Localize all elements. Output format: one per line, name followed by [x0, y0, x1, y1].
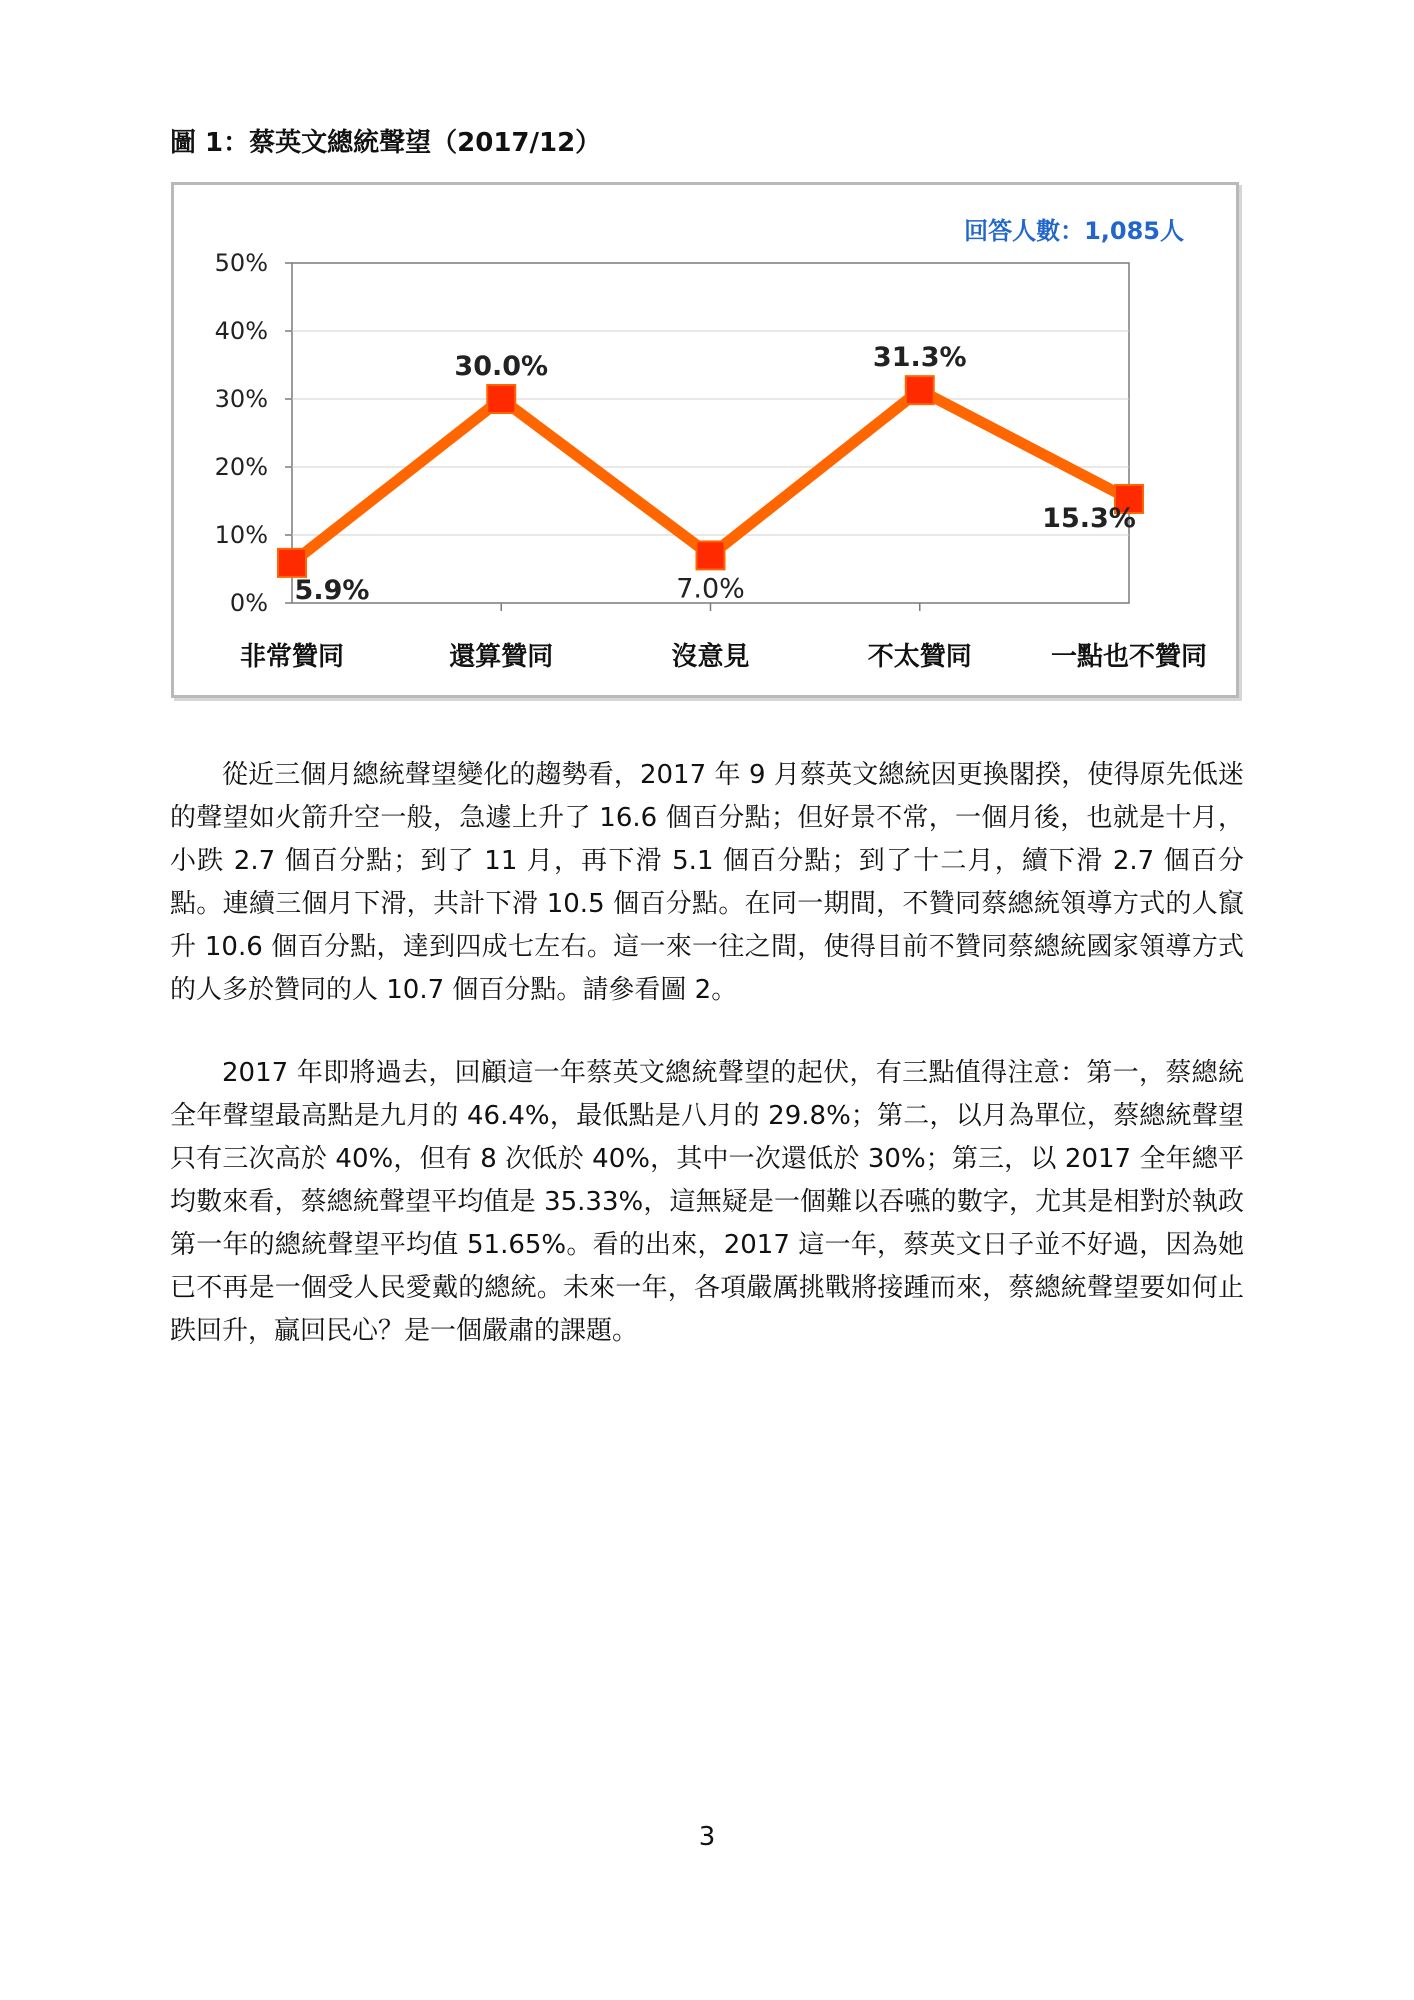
line-chart: [174, 185, 1236, 695]
x-tick-label: 一點也不贊同: [1050, 642, 1208, 672]
respondent-count-annotation: 回答人數：1,085人: [964, 217, 1184, 245]
y-tick-label: 40%: [214, 317, 268, 345]
data-point-marker: [906, 376, 934, 404]
paragraph-2: 2017 年即將過去，回顧這一年蔡英文總統聲望的起伏，有三點值得注意：第一，蔡總統全年聲望最高點是九月的 46.4%，最低點是八月的 29.8%；第二，以月為單位，蔡總統聲望只有三次高於 40%，但有 8 次低於 40%，其中一次還低於 30%；第三，以 2017 全年總平均數來看，蔡總統聲望平均值是 35.33%，這無疑是一個難以吞嚥的數字，尤其是相對於執政第一年的總統聲望平均值 51.65%。看的出來，2017 這一年，蔡英文日子並不好過，因為她已不再是一個受人民愛戴的總統。未來一年，各項嚴厲挑戰將接踵而來，蔡總統聲望要如何止跌回升，贏回民心？是一個嚴肅的課題。: [170, 1058, 1244, 1346]
x-tick-label: 還算贊同: [449, 642, 554, 672]
chart-container: [171, 182, 1239, 698]
data-label: 5.9%: [294, 574, 370, 606]
data-point-marker: [697, 541, 725, 569]
y-tick-label: 30%: [214, 385, 268, 413]
paragraph-1: 從近三個月總統聲望變化的趨勢看，2017 年 9 月蔡英文總統因更換閣揆，使得原先低迷的聲望如火箭升空一般，急遽上升了 16.6 個百分點；但好景不常，一個月後，也就是十月，小跌 2.7 個百分點；到了 11 月，再下滑 5.1 個百分點；到了十二月，續下滑 2.7 個百分點。連續三個月下滑，共計下滑 10.5 個百分點。在同一期間，不贊同蔡總統領導方式的人竄升 10.6 個百分點，達到四成七左右。這一來一往之間，使得目前不贊同蔡總統國家領導方式的人多於贊同的人 10.7 個百分點。請參看圖 2。: [170, 760, 1244, 1005]
series-line: [292, 390, 1129, 563]
y-tick-label: 10%: [214, 521, 268, 549]
y-tick-label: 20%: [214, 453, 268, 481]
x-tick-label: 非常贊同: [239, 642, 345, 672]
data-point-marker: [487, 385, 515, 413]
data-label: 15.3%: [1042, 502, 1136, 534]
figure-caption: 圖 1：蔡英文總統聲望（2017/12）: [170, 128, 602, 158]
data-label: 31.3%: [872, 342, 967, 374]
y-tick-label: 50%: [214, 249, 268, 277]
y-tick-label: 0%: [229, 589, 268, 617]
x-tick-label: 沒意見: [671, 642, 750, 672]
data-label: 7.0%: [676, 573, 745, 605]
data-label: 30.0%: [454, 351, 549, 382]
x-tick-label: 不太贊同: [867, 642, 972, 672]
data-point-marker: [278, 549, 306, 577]
page-number: 3: [698, 1822, 716, 1852]
